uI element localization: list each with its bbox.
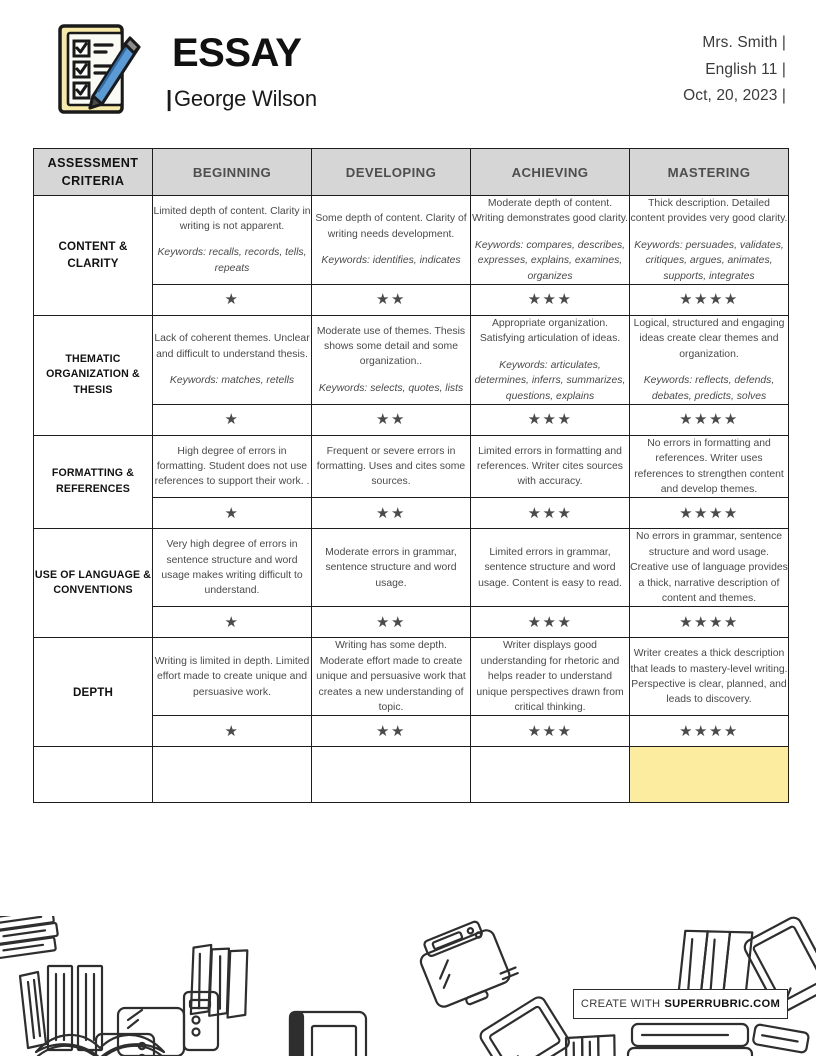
descriptor-cell [630,196,789,285]
footer-empty-cell[interactable] [471,747,630,803]
table-row [34,435,789,498]
star-rating-cell[interactable] [312,607,471,638]
table-header-row [34,149,789,196]
table-row [34,196,789,285]
star-icon: ★★★ [527,613,573,631]
descriptor-keywords: Keywords: selects, quotes, lists [318,382,464,394]
descriptor-text: Moderate errors in grammar, sentence structure and word usage. [325,546,457,589]
star-rating-cell[interactable] [471,404,630,435]
star-rating-cell[interactable] [153,607,312,638]
descriptor-cell [153,435,312,498]
descriptor-text: No errors in formatting and references. Writer uses references to strengthen content and develop themes. [634,437,784,496]
page-title: ESSAY [168,32,305,74]
star-rating-cell[interactable] [471,716,630,747]
descriptor-cell [312,196,471,285]
star-rating-cell[interactable] [153,498,312,529]
descriptor-cell [630,315,789,404]
criteria-cell: CONTENT & CLARITY [34,196,153,316]
header-level-mastering: MASTERING [630,149,789,196]
watermark-prefix: CREATE WITH [580,998,661,1010]
star-rating-cell[interactable] [153,404,312,435]
descriptor-text: Limited errors in grammar, sentence structure and word usage. Content is easy to read. [478,546,622,589]
star-rating-cell[interactable] [630,404,789,435]
star-icon: ★ [224,504,240,522]
header-level-achieving: ACHIEVING [471,149,630,196]
meta-date: Oct, 20, 2023 | [683,87,786,105]
descriptor-text: Frequent or severe errors in formatting. Uses and cites some sources. [316,445,466,488]
criteria-cell: DEPTH [34,638,153,747]
star-rating-cell[interactable] [312,404,471,435]
descriptor-cell [471,315,630,404]
star-rating-cell[interactable] [630,716,789,747]
descriptor-keywords: Keywords: compares, describes, expresses, explains, examines, organizes [474,239,626,282]
page-header [0,0,816,140]
meta-course: English 11 | [705,60,786,78]
star-rating-cell[interactable] [312,716,471,747]
descriptor-cell [630,638,789,716]
rubric-table [33,148,789,803]
header-meta [683,30,786,110]
descriptor-text: Writing is limited in depth. Limited effort made to create unique and persuasive work. [154,655,310,698]
descriptor-text: Moderate use of themes. Thesis shows some detail and some organization.. [316,325,466,368]
title-block [166,28,317,112]
star-rating-cell[interactable] [312,498,471,529]
star-rating-cell[interactable] [312,284,471,315]
descriptor-cell [153,638,312,716]
watermark-badge [573,989,788,1019]
star-icon: ★★★ [527,504,573,522]
descriptor-keywords: Keywords: recalls, records, tells, repeats [157,247,307,274]
table-footer-row [34,747,789,803]
criteria-header-line1: ASSESSMENT [47,155,139,170]
descriptor-text: Moderate depth of content. Writing demonstrates good clarity. [471,198,629,225]
descriptor-text: Very high degree of errors in sentence structure and word usage makes writing difficult to understand. [161,539,303,597]
descriptor-text: Writer creates a thick description that leads to mastery-level writing. Perspective is clear, planned, and leads to discovery. [630,648,788,706]
criteria-header-line2: CRITERIA [61,174,125,188]
descriptor-keywords: Keywords: articulates, determines, inferrs, summarizes, questions, explains [474,359,626,402]
star-rating-cell[interactable] [471,498,630,529]
star-icon: ★★ [376,722,406,740]
descriptor-cell [471,638,630,716]
star-icon: ★★★★ [679,411,739,429]
checklist-pencil-icon [46,20,150,120]
descriptor-cell [153,529,312,607]
criteria-cell: USE OF LANGUAGE & CONVENTIONS [34,529,153,638]
star-icon: ★★★★ [679,504,739,522]
descriptor-text: Limited depth of content. Clarity in writing is not apparent. [153,205,311,233]
descriptor-keywords: Keywords: identifies, indicates [321,255,461,267]
star-rating-cell[interactable] [471,607,630,638]
header-assessment-criteria [34,149,153,196]
star-icon: ★★ [376,613,406,631]
descriptor-cell [312,435,471,498]
star-icon: ★ [224,411,240,429]
descriptor-text: Writing has some depth. Moderate effort made to create unique and persuasive work that creates a new understanding of topic. [316,640,466,713]
descriptor-text: No errors in grammar, sentence structure and word usage. Creative use of language provides a thick, narrative description of content and themes. [630,531,788,605]
criteria-cell: THEMATIC ORGANIZATION & THESIS [34,315,153,435]
descriptor-text: Thick description. Detailed content provides very good clarity. [630,198,788,225]
star-icon: ★ [224,722,240,740]
table-row [34,315,789,404]
descriptor-cell [153,196,312,285]
star-icon: ★★★★ [679,291,739,309]
table-row [34,529,789,607]
descriptor-cell [471,529,630,607]
header-level-developing: DEVELOPING [312,149,471,196]
footer-empty-cell[interactable] [34,747,153,803]
star-rating-cell[interactable] [471,284,630,315]
star-icon: ★★★ [527,291,573,309]
descriptor-text: Appropriate organization. Satisfying articulation of ideas. [479,317,621,345]
student-name-line [166,86,317,112]
footer-empty-cell[interactable] [153,747,312,803]
descriptor-keywords: Keywords: matches, retells [169,375,295,387]
watermark-brand: SUPERRUBRIC.COM [664,998,781,1010]
descriptor-cell [630,529,789,607]
star-rating-cell[interactable] [630,498,789,529]
student-name: George Wilson [173,86,317,111]
star-rating-cell[interactable] [153,284,312,315]
descriptor-cell [471,196,630,285]
descriptor-cell [312,529,471,607]
descriptor-text: Limited errors in formatting and references. Writer cites sources with accuracy. [477,445,623,488]
rubric-body [34,196,789,803]
table-row [34,638,789,716]
star-icon: ★ [224,613,240,631]
score-highlight-block[interactable] [630,747,789,803]
star-icon: ★★★ [527,722,573,740]
descriptor-cell [312,315,471,404]
descriptor-text: Lack of coherent themes. Unclear and difficult to understand thesis. [154,333,310,360]
star-icon: ★★ [376,504,406,522]
star-icon: ★★ [376,291,406,309]
criteria-cell: FORMATTING & REFERENCES [34,435,153,529]
star-icon: ★★★★ [679,613,739,631]
descriptor-text: High degree of errors in formatting. Student does not use references to support their work. . [154,445,310,488]
descriptor-text: Logical, structured and engaging ideas create clear themes and organization. [633,317,785,360]
star-rating-cell[interactable] [630,284,789,315]
descriptor-cell [153,315,312,404]
meta-teacher: Mrs. Smith | [702,34,786,52]
footer-empty-cell[interactable] [312,747,471,803]
header-level-beginning: BEGINNING [153,149,312,196]
descriptor-text: Some depth of content. Clarity of writing needs development. [315,213,467,240]
star-icon: ★★★★ [679,722,739,740]
star-icon: ★★★ [527,411,573,429]
descriptor-keywords: Keywords: reflects, defends, debates, predicts, solves [643,375,775,402]
descriptor-text: Writer displays good understanding for rhetoric and helps reader to understand unique perspectives drawn from critical thinking. [476,640,624,713]
star-rating-cell[interactable] [153,716,312,747]
descriptor-cell [630,435,789,498]
descriptor-cell [312,638,471,716]
student-bar: | [166,86,172,111]
star-icon: ★★ [376,411,406,429]
star-rating-cell[interactable] [630,607,789,638]
star-icon: ★ [224,291,240,309]
books-and-devices-illustration [0,916,816,1056]
descriptor-cell [471,435,630,498]
descriptor-keywords: Keywords: persuades, validates, critiques, argues, animates, supports, integrates [634,239,784,282]
